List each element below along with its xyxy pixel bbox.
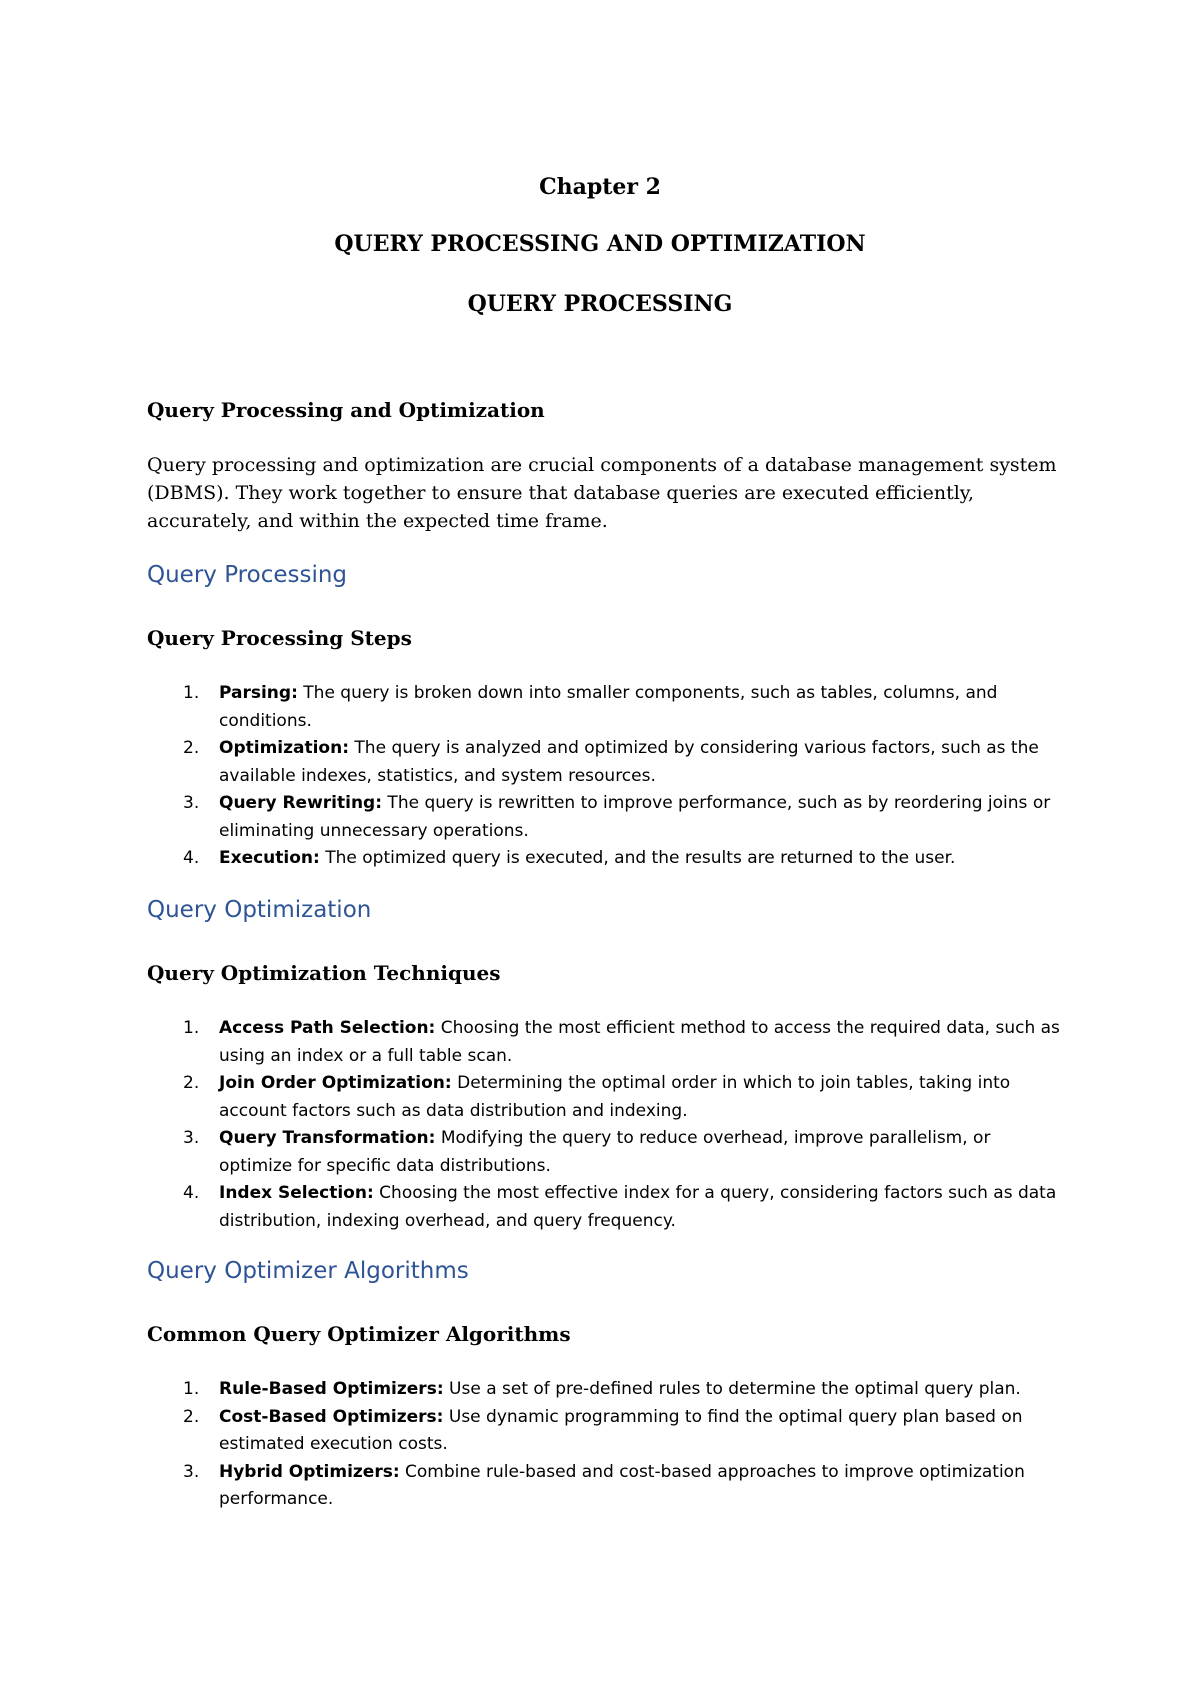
list-item-term: Join Order Optimization: — [219, 1073, 452, 1093]
list-item — [147, 680, 1067, 735]
list-item — [147, 1376, 1067, 1404]
list-item-text: Use a set of pre-defined rules to determine the optimal query plan. — [443, 1379, 1021, 1399]
list-item-number: 2. — [183, 1073, 200, 1093]
list-item-number: 2. — [183, 738, 200, 758]
list-item-number: 2. — [183, 1406, 200, 1427]
list-item-number: 3. — [183, 1461, 200, 1482]
optimizer-algorithms-heading: Query Optimizer Algorithms — [147, 1258, 469, 1284]
list-item — [147, 1070, 1067, 1125]
list-item-term: Execution: — [219, 848, 320, 868]
optimizer-algorithms-list — [147, 1376, 1067, 1514]
list-item-text: Combine rule-based and cost-based approaches to improve optimization performance. — [219, 1461, 1025, 1509]
list-item-number: 4. — [183, 1183, 200, 1203]
list-item — [147, 1015, 1067, 1070]
list-item-number: 1. — [183, 1018, 200, 1038]
list-item-text: Choosing the most efficient method to access the required data, such as using an index or a full table scan. — [219, 1018, 1060, 1066]
chapter-number: Chapter 2 — [539, 174, 661, 200]
chapter-title: QUERY PROCESSING AND OPTIMIZATION — [334, 231, 866, 257]
list-item-text: The query is analyzed and optimized by considering various factors, such as the available indexes, statistics, and system resources. — [219, 738, 1039, 786]
list-item-number: 3. — [183, 793, 200, 813]
list-item-number: 3. — [183, 1128, 200, 1148]
list-item-text: The query is broken down into smaller components, such as tables, columns, and conditions. — [219, 683, 998, 731]
query-optimization-subheading: Query Optimization Techniques — [147, 961, 501, 985]
query-optimization-heading: Query Optimization — [147, 897, 372, 923]
list-item-term: Cost-Based Optimizers: — [219, 1406, 444, 1427]
list-item — [147, 1404, 1067, 1459]
list-item-number: 1. — [183, 683, 200, 703]
list-item-number: 4. — [183, 848, 200, 868]
list-item-text: Determining the optimal order in which to join tables, taking into account factors such as data distribution and indexing. — [219, 1073, 1011, 1121]
query-processing-subheading: Query Processing Steps — [147, 626, 412, 650]
list-item-term: Access Path Selection: — [219, 1018, 436, 1038]
list-item-text: The optimized query is executed, and the results are returned to the user. — [319, 848, 956, 868]
list-item-term: Rule-Based Optimizers: — [219, 1379, 444, 1399]
list-item-term: Query Transformation: — [219, 1128, 436, 1148]
section-heading: Query Processing and Optimization — [147, 398, 545, 422]
list-item-number: 1. — [183, 1379, 200, 1399]
list-item — [147, 1125, 1067, 1180]
list-item — [147, 1459, 1067, 1514]
query-optimization-techniques-list — [147, 1015, 1067, 1235]
list-item-text: Use dynamic programming to find the optimal query plan based on estimated execution costs. — [219, 1406, 1023, 1454]
list-item — [147, 845, 1067, 873]
list-item — [147, 1180, 1067, 1235]
intro-paragraph: Query processing and optimization are crucial components of a database management system (DBMS). They work together to ensure that database queries are executed efficiently, accurately, and within the expected time frame. — [147, 454, 1057, 532]
list-item-term: Index Selection: — [219, 1183, 374, 1203]
list-item-term: Optimization: — [219, 738, 350, 758]
chapter-subtitle: QUERY PROCESSING — [467, 291, 733, 317]
list-item — [147, 790, 1067, 845]
optimizer-algorithms-subheading: Common Query Optimizer Algorithms — [147, 1322, 571, 1346]
list-item — [147, 735, 1067, 790]
query-processing-steps-list — [147, 680, 1067, 873]
list-item-text: Choosing the most effective index for a query, considering factors such as data distribution, indexing overhead, and query frequency. — [219, 1183, 1057, 1231]
query-processing-heading: Query Processing — [147, 562, 348, 588]
list-item-text: The query is rewritten to improve performance, such as by reordering joins or eliminating unnecessary operations. — [219, 793, 1051, 841]
list-item-term: Parsing: — [219, 683, 298, 703]
list-item-text: Modifying the query to reduce overhead, improve parallelism, or optimize for specific data distributions. — [219, 1128, 991, 1176]
list-item-term: Hybrid Optimizers: — [219, 1461, 400, 1482]
list-item-term: Query Rewriting: — [219, 793, 383, 813]
